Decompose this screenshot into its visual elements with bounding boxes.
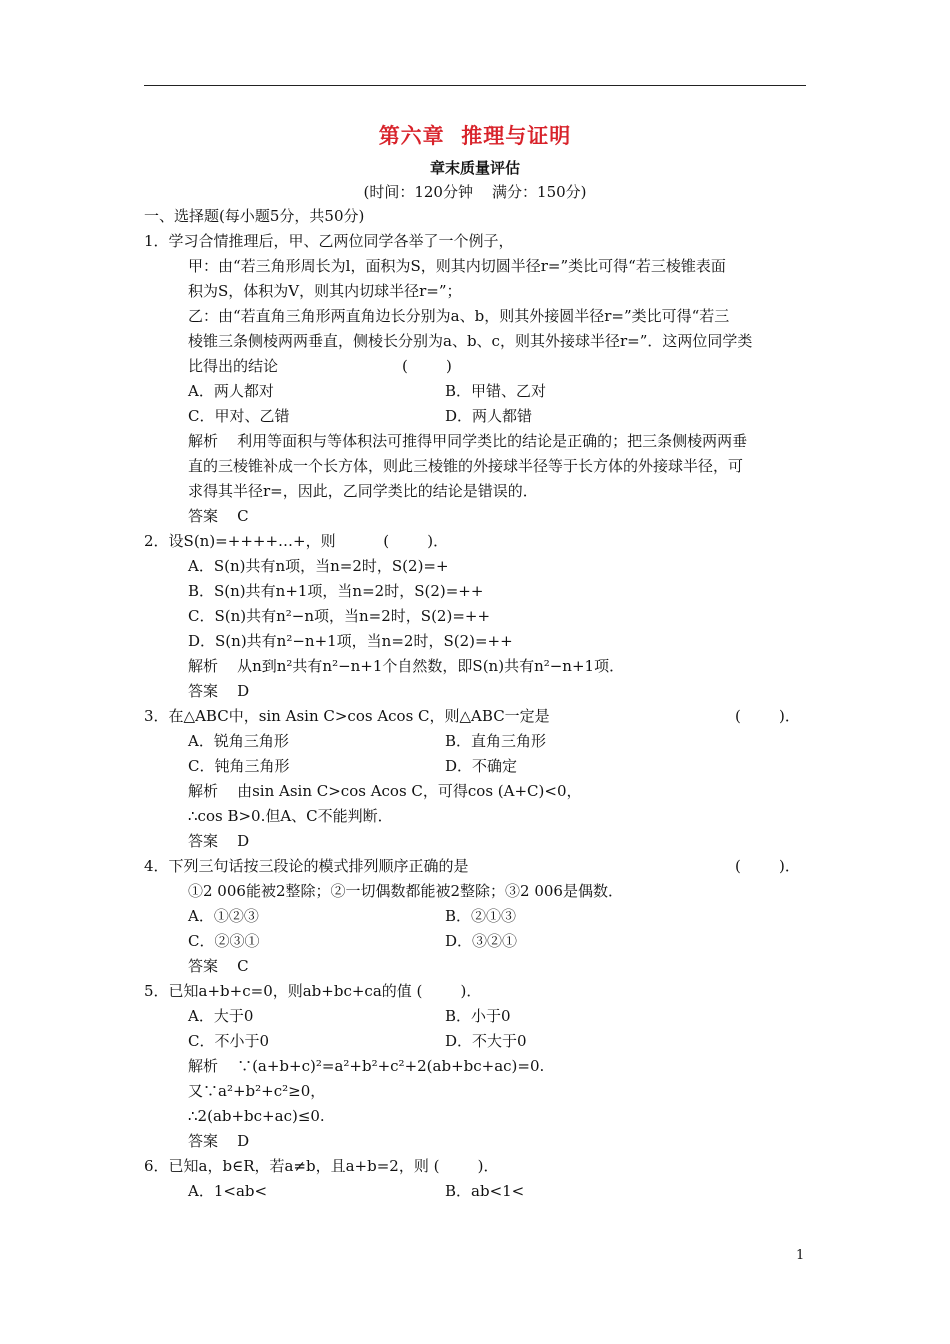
page-number: 1 [796,1248,805,1263]
text-line: 答案 D [188,832,250,850]
text-line: 又∵a²+b²+c²≥0， [188,1082,326,1100]
text-line: 答案 D [188,1132,250,1150]
text-line: B．直角三角形 [445,732,547,750]
text-line: 积为S，体积为V，则其内切球半径r=”； [188,282,462,300]
text-line: ∴cos B>0.但A、C不能判断． [188,807,393,825]
text-line: 答案 D [188,682,250,700]
text-line: 解析 利用等面积与等体积法可推得甲同学类比的结论是正确的；把三条侧棱两两垂 [188,432,748,450]
top-rule [144,85,806,86]
text-line: 解析 从n到n²共有n²−n+1个自然数，即S(n)共有n²−n+1项． [188,657,625,675]
page-title: 第六章 推理与证明 [378,123,572,148]
text-line: ( )． [735,707,800,725]
text-line: B．ab<1< [445,1182,525,1200]
text-line: 5．已知a+b+c=0，则ab+bc+ca的值 ( )． [144,982,482,1000]
text-line: D．S(n)共有n²−n+1项，当n=2时，S(2)=++ [188,632,513,650]
text-line: 解析 由sin Asin C>cos Acos C，可得cos (A+C)<0， [188,782,582,800]
text-line: A．①②③ [188,907,259,925]
text-line: D．不确定 [445,757,518,775]
text-line: C．不小于0 [188,1032,270,1050]
text-line: D．不大于0 [445,1032,527,1050]
text-line: C．②③① [188,932,260,950]
text-line: C．钝角三角形 [188,757,290,775]
text-line: B．S(n)共有n+1项，当n=2时，S(2)=++ [188,582,484,600]
text-line: 4．下列三句话按三段论的模式排列顺序正确的是 [144,857,469,875]
text-line: ( )． [735,857,800,875]
page-subtitle: 章末质量评估 [429,159,520,177]
text-line: D．两人都错 [445,407,533,425]
text-line: A．两人都对 [188,382,274,400]
text-line: D．③②① [445,932,518,950]
text-line: 直的三棱锥补成一个长方体，则此三棱锥的外接球半径等于长方体的外接球半径，可 [188,457,744,475]
text-line: B．②①③ [445,907,517,925]
text-line: B．小于0 [445,1007,511,1025]
text-line: 6．已知a，b∈R，若a≠b，且a+b=2，则 ( )． [144,1157,499,1175]
text-line: 2．设S(n)=++++…+，则 ( )． [144,532,449,550]
text-line: C．S(n)共有n²−n项，当n=2时，S(2)=++ [188,607,491,625]
text-line: A．S(n)共有n项，当n=2时，S(2)=+ [188,557,449,575]
text-line: 解析 ∵(a+b+c)²=a²+b²+c²+2(ab+bc+ac)=0. [188,1057,545,1075]
text-line: 答案 C [188,957,249,975]
text-line: A．1<ab< [188,1182,268,1200]
text-line: 比得出的结论 ( ) [188,357,452,375]
text-line: ∴2(ab+bc+ac)≤0. [188,1107,325,1125]
exam-meta: (时间：120分钟 满分：150分) [363,183,587,201]
text-line: 乙：由“若直角三角形两直角边长分别为a、b，则其外接圆半径r=”类比可得“若三 [188,307,730,325]
text-line: C．甲对、乙错 [188,407,290,425]
text-line: 甲：由“若三角形周长为l，面积为S，则其内切圆半径r=”类比可得“若三棱锥表面 [188,257,726,275]
text-line: ①2 006能被2整除；②一切偶数都能被2整除；③2 006是偶数． [188,882,623,900]
text-line: A．锐角三角形 [188,732,289,750]
text-line: 棱锥三条侧棱两两垂直，侧棱长分别为a、b、c，则其外接球半径r=”．这两位同学类 [188,332,753,350]
text-line: 一、选择题(每小题5分，共50分) [144,207,365,225]
text-line: A．大于0 [188,1007,254,1025]
text-line: 求得其半径r=，因此，乙同学类比的结论是错误的． [188,482,538,500]
text-line: 1．学习合情推理后，甲、乙两位同学各举了一个例子， [144,232,514,250]
text-line: 答案 C [188,507,249,525]
text-line: 3．在△ABC中，sin Asin C>cos Acos C，则△ABC一定是 [144,707,550,725]
text-line: B．甲错、乙对 [445,382,547,400]
